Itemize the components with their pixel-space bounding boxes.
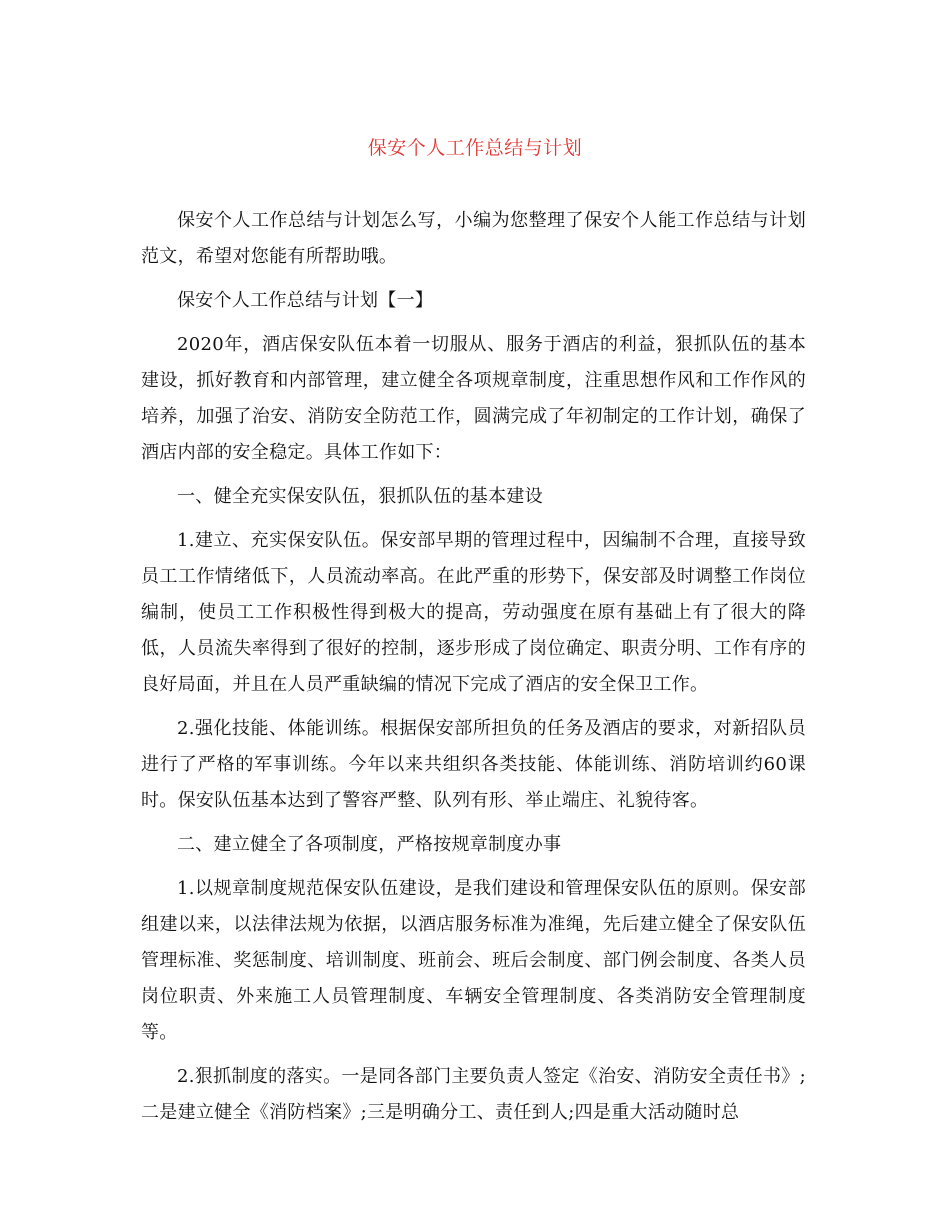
section-heading-1: 一、健全充实保安队伍，狠抓队伍的基本建设 [177,486,543,507]
document-body [141,203,806,1139]
paragraph-item-1-2: 2.强化技能、体能训练。根据保安部所担负的任务及酒店的要求，对新招队员进行了严格的军事训练。今年以来共组织各类技能、体能训练、消防培训约60课时。保安队伍基本达到了警容严整、队列有形、举止端庄、礼貌待客。 [141,718,806,811]
paragraph-item-1-1: 1.建立、充实保安队伍。保安部早期的管理过程中，因编制不合理，直接导致员工工作情绪低下，人员流动率高。在此严重的形势下，保安部及时调整工作岗位编制，使员工工作积极性得到极大的提高，劳动强度在原有基础上有了很大的降低，人员流失率得到了很好的控制，逐步形成了岗位确定、职责分明、工作有序的良好局面，并且在人员严重缺编的情况下完成了酒店的安全保卫工作。 [141,530,806,695]
document-title: 保安个人工作总结与计划 [367,137,583,159]
section-heading-part-one: 保安个人工作总结与计划【一】 [177,290,434,311]
paragraph-overview: 2020年，酒店保安队伍本着一切服从、服务于酒店的利益，狠抓队伍的基本建设，抓好教育和内部管理，建立健全各项规章制度，注重思想作风和工作作风的培养，加强了治安、消防安全防范工作，圆满完成了年初制定的工作计划，确保了酒店内部的安全稳定。具体工作如下： [141,334,806,463]
section-heading-2: 二、建立健全了各项制度，严格按规章制度办事 [177,834,562,855]
paragraph-item-2-2: 2.狠抓制度的落实。一是同各部门主要负责人签定《治安、消防安全责任书》;二是建立健全《消防档案》;三是明确分工、责任到人;四是重大活动随时总 [141,1066,806,1123]
paragraph-item-2-1: 1.以规章制度规范保安队伍建设，是我们建设和管理保安队伍的原则。保安部组建以来，以法律法规为依据，以酒店服务标准为准绳，先后建立健全了保安队伍管理标准、奖惩制度、培训制度、班前会、班后会制度、部门例会制度、各类人员岗位职责、外来施工人员管理制度、车辆安全管理制度、各类消防安全管理制度等。 [141,878,806,1043]
paragraph-intro: 保安个人工作总结与计划怎么写，小编为您整理了保安个人能工作总结与计划范文，希望对您能有所帮助哦。 [141,210,806,267]
